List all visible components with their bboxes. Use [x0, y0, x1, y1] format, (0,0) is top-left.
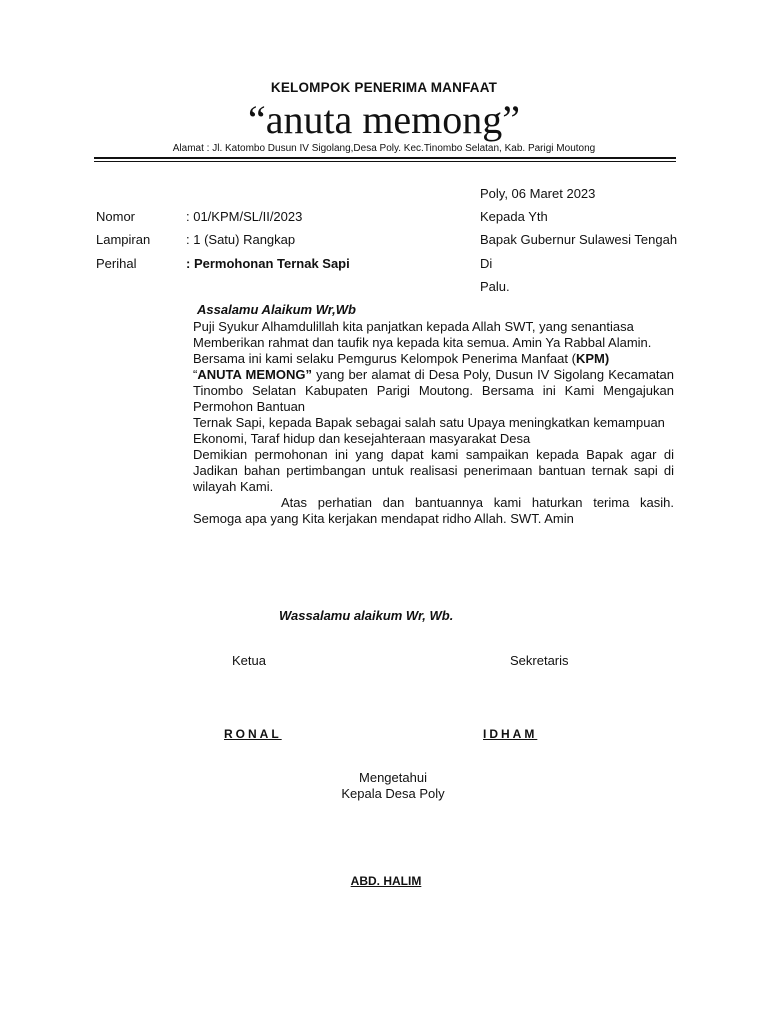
body-paragraph: Ekonomi, Taraf hidup dan kesejahteraan masyarakat Desa [193, 431, 531, 446]
group-name-title: “anuta memong” [247, 97, 521, 142]
lampiran-label: Lampiran [96, 232, 151, 247]
group-name-inline: ANUTA MEMONG” [197, 367, 312, 382]
perihal-value: : Permohonan Ternak Sapi [186, 256, 350, 271]
nomor-value: : 01/KPM/SL/II/2023 [186, 209, 303, 224]
greeting: Assalamu Alaikum Wr,Wb [197, 302, 356, 317]
body-paragraph [193, 351, 674, 415]
nomor-label: Nomor [96, 209, 136, 224]
header-rule-thin [94, 161, 676, 162]
acknowledgement-line-1: Mengetahui [359, 770, 427, 785]
recipient-line-2: Bapak Gubernur Sulawesi Tengah [480, 232, 678, 247]
closing-salutation: Wassalamu alaikum Wr, Wb. [279, 608, 454, 623]
lampiran-value: : 1 (Satu) Rangkap [186, 232, 296, 247]
recipient-line-4: Palu. [480, 279, 510, 294]
org-heading: KELOMPOK PENERIMA MANFAAT [270, 80, 498, 95]
recipient-line-3: Di [480, 256, 493, 271]
body-text: “ [193, 367, 198, 382]
body-paragraph: Puji Syukur Alhamdulillah kita panjatkan kepada Allah SWT, yang senantiasa [193, 319, 634, 334]
body-paragraph: Ternak Sapi, kepada Bapak sebagai salah satu Upaya meningkatkan kemampuan [193, 415, 665, 430]
recipient-line-1: Kepada Yth [480, 209, 548, 224]
body-paragraph: Atas perhatian dan bantuannya kami haturkan terima kasih. Semoga apa yang Kita kerjakan mendapat ridho Allah. SWT. Amin [193, 495, 674, 526]
signer-title-right: Sekretaris [510, 653, 569, 668]
village-head-name: ABD. HALIM [350, 874, 422, 888]
body-text: yang ber alamat di Desa Poly, Dusun IV Sigolang Kecamatan Tinombo Selatan Kabupaten Parigi Moutong. Bersama ini Kami Mengajukan Permohon Bantuan [193, 367, 674, 414]
header-rule-thick [94, 157, 676, 159]
signer-name-left: RONAL [224, 727, 282, 741]
address-line: Alamat : Jl. Katombo Dusun IV Sigolang,Desa Poly. Kec.Tinombo Selatan, Kab. Parigi Moutong [172, 143, 596, 154]
signer-title-left: Ketua [232, 653, 266, 668]
perihal-label: Perihal [96, 256, 137, 271]
letter-date: Poly, 06 Maret 2023 [480, 186, 596, 201]
body-text: Bersama ini kami selaku Pemgurus Kelompok Penerima Manfaat ( [193, 351, 576, 366]
kpm-abbrev: KPM) [575, 351, 610, 366]
signer-name-right: IDHAM [483, 727, 538, 741]
acknowledgement-line-2: Kepala Desa Poly [341, 786, 445, 801]
body-paragraph: Memberikan rahmat dan taufik nya kepada kita semua. Amin Ya Rabbal Alamin. [193, 335, 652, 350]
body-paragraph: Demikian permohonan ini yang dapat kami sampaikan kepada Bapak agar di Jadikan bahan pertimbangan untuk realisasi penerimaan bantuan ternak sapi di wilayah Kami. [193, 447, 674, 494]
letter-body [193, 319, 674, 527]
